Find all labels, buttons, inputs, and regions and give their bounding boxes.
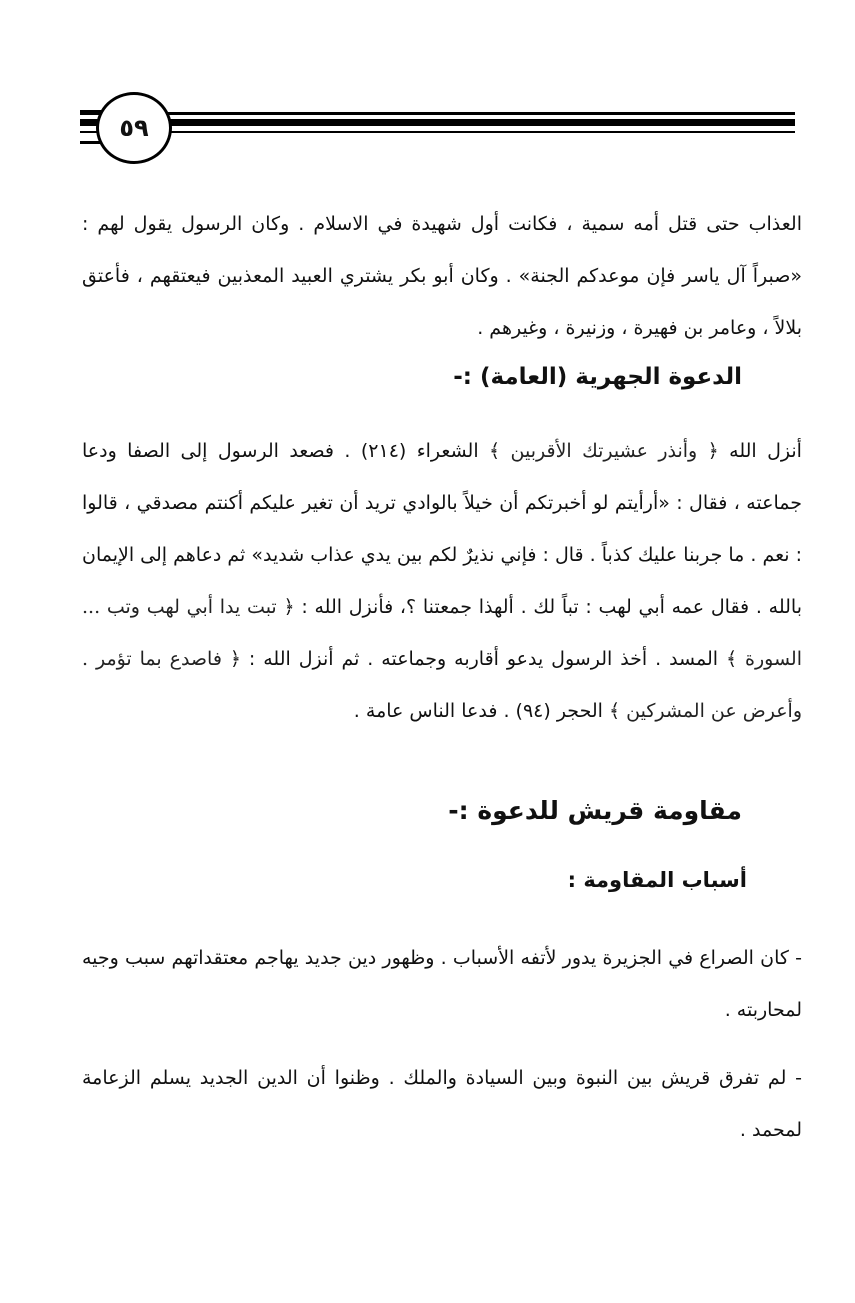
quran-quote-2: تبت يدا أبي لهب وتب ... السورة [82,596,802,670]
heading-causes: أسباب المقاومة : [567,868,747,892]
paragraph-2-text [82,425,802,737]
heading-public-call: الدعوة الجهرية (العامة) :- [453,364,742,390]
quran-quote-1: وأنذر عشيرتك الأقربين [510,440,698,462]
paragraph-2-part-1: أنزل الله ﴿ [707,440,802,462]
paragraph-1 [82,198,802,354]
heading-resistance: مقاومة قريش للدعوة :- [448,796,742,825]
paragraph-4 [82,1052,802,1156]
header-rule-top [80,112,795,115]
page-number: ٥٩ [96,92,172,164]
header-rule-thick [80,119,795,126]
paragraph-2-part-3: ﴾ المسد . أخذ الرسول يدعو أقاربه وجماعته . ثم أنزل الله : ﴿ [229,648,738,670]
paragraph-4-text: - لم تفرق قريش بين النبوة وبين السيادة والملك . وظنوا أن الدين الجديد يسلم الزعامة لمحمد . [82,1067,802,1141]
paragraph-3-text: - كان الصراع في الجزيرة يدور لأتفه الأسباب . وظهور دين جديد يهاجم معتقداتهم سبب وجيه لمحاربته . [82,947,802,1021]
page-header [80,88,795,168]
paragraph-1-text: العذاب حتى قتل أمه سمية ، فكانت أول شهيدة في الاسلام . وكان الرسول يقول لهم : «صبراً آل ياسر فإن موعدكم الجنة» . وكان أبو بكر يشتري العبيد المعذبين فيعتقهم ، فأعتق بلالاً ، وعامر بن فهيرة ، وزنيرة ، وغيرهم . [82,213,802,339]
paragraph-3 [82,932,802,1036]
header-rule-bottom [80,131,795,133]
paragraph-2 [82,425,802,737]
quran-quote-3: فاصدع بما تؤمر . وأعرض عن المشركين [82,648,802,722]
paragraph-2-part-2: ﴾ الشعراء (٢١٤) . فصعد الرسول إلى الصفا ودعا جماعته ، فقال : «أرأيتم لو أخبرتكم أن خيلاً بالوادي تريد أن تغير عليكم أكنتم مصدقي ، قالوا : نعم . ما جربنا عليك كذباً . قال : فإني نذيرٌ لكم بين يدي عذاب شديد» ثم دعاهم إلى الإيمان بالله . فقال عمه أبي لهب : تباً لك . ألهذا جمعتنا ؟، فأنزل الله : ﴿ [82,440,802,618]
paragraph-2-part-4: ﴾ الحجر (٩٤) . فدعا الناس عامة . [353,700,621,722]
